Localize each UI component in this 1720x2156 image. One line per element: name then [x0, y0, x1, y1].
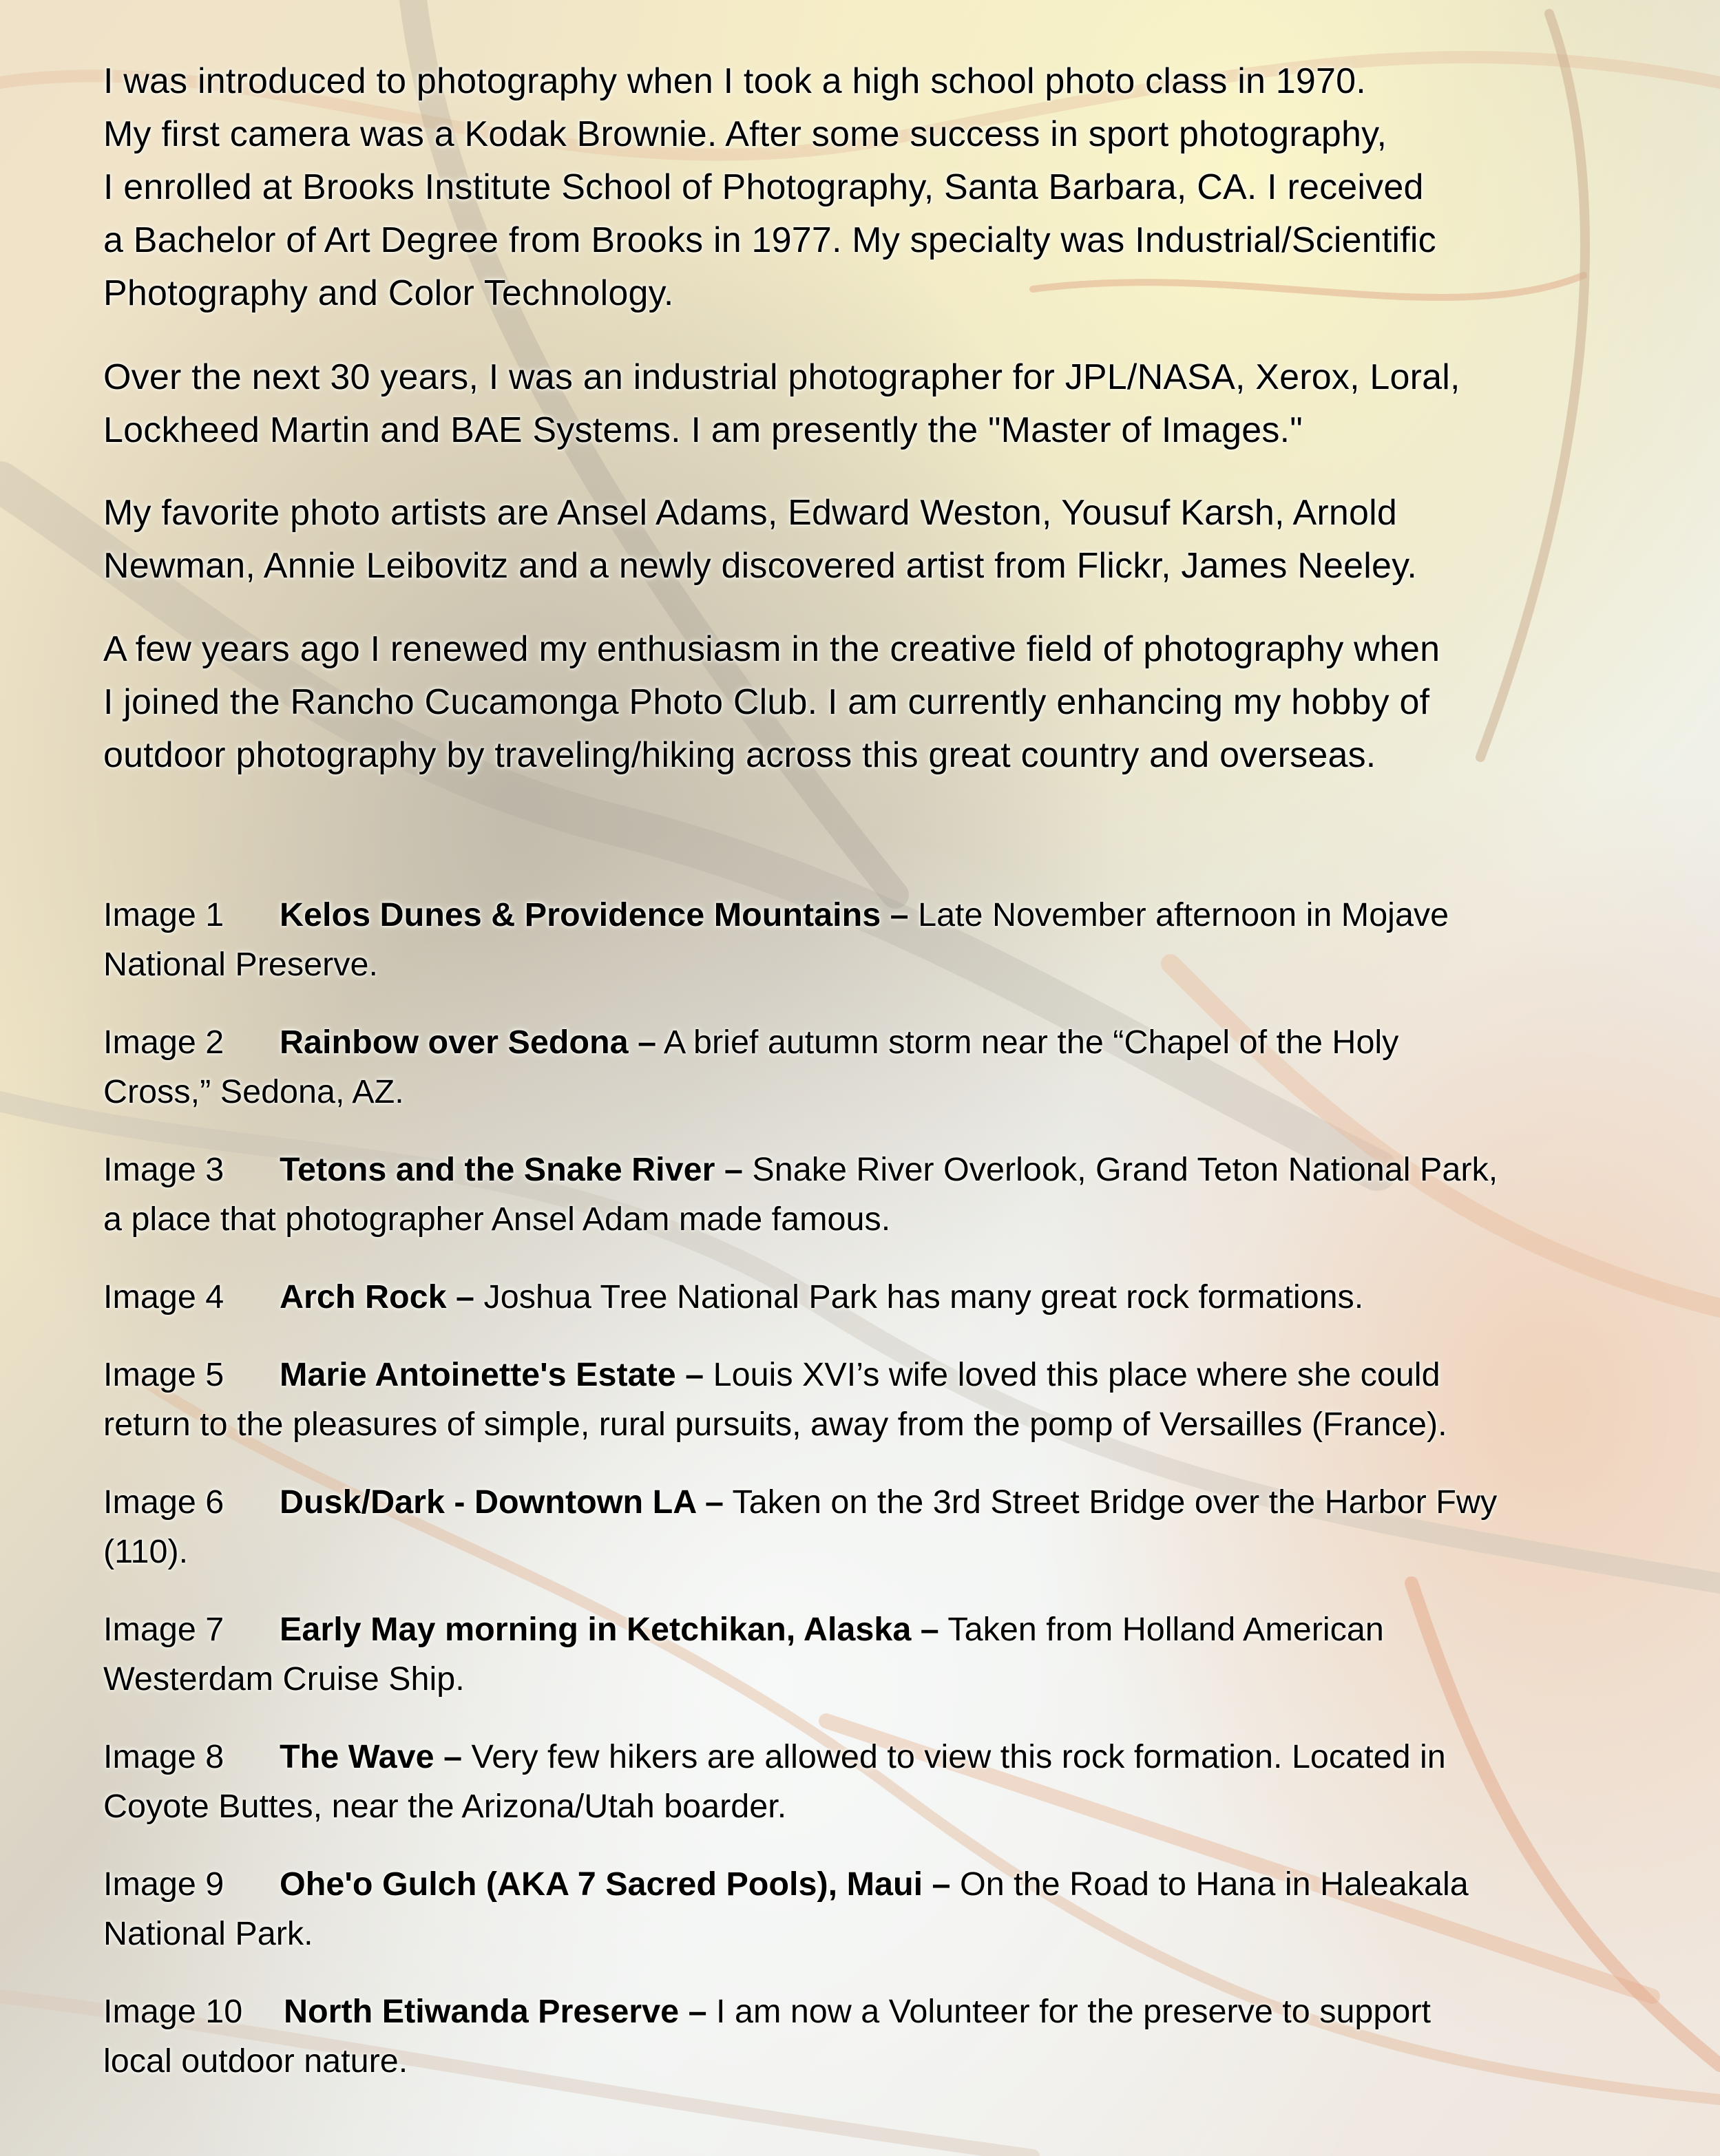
caption-item: [103, 1987, 1687, 2086]
caption-text: Joshua Tree National Park has many great rock formations.: [474, 1278, 1364, 1315]
caption-number: Image 7: [103, 1611, 224, 1648]
caption-text: Late November afternoon in Mojave National Preserve.: [103, 896, 1449, 983]
caption-item: [103, 1145, 1687, 1244]
caption-title: Ohe'o Gulch (AKA 7 Sacred Pools), Maui –: [280, 1866, 951, 1903]
caption-text: Very few hikers are allowed to view this rock formation. Located in Coyote Buttes, near the Arizona/Utah boarder.: [103, 1738, 1446, 1825]
caption-item: [103, 890, 1687, 989]
caption-text: Taken from Holland American Westerdam Cruise Ship.: [103, 1611, 1384, 1698]
caption-item: [103, 1859, 1687, 1958]
caption-item: [103, 1605, 1687, 1704]
caption-text: On the Road to Hana in Haleakala National Park.: [103, 1866, 1469, 1952]
image-captions-list: [103, 890, 1687, 2114]
caption-number: Image 4: [103, 1278, 224, 1315]
caption-item: [103, 1732, 1687, 1831]
caption-title: North Etiwanda Preserve –: [284, 1993, 707, 2030]
caption-title: The Wave –: [280, 1738, 463, 1775]
caption-item: [103, 1477, 1687, 1576]
caption-text: Taken on the 3rd Street Bridge over the Harbor Fwy (110).: [103, 1483, 1498, 1570]
caption-title: Rainbow over Sedona –: [280, 1024, 657, 1061]
caption-item: [103, 1272, 1687, 1322]
caption-title: Marie Antoinette's Estate –: [280, 1356, 704, 1393]
bio-paragraph: I was introduced to photography when I took a high school photo class in 1970. My first camera was a Kodak Brownie. After some success in sport photography, I enrolled at Brooks Institute School of Photography, Santa Barbara, CA. I received a Bachelor of Art Degree from Brooks in 1977. My specialty was Industrial/Scientific Photography and Color Technology.: [103, 61, 1436, 313]
caption-number: Image 10: [103, 1993, 243, 2030]
caption-number: Image 2: [103, 1024, 224, 1061]
caption-text: A brief autumn storm near the “Chapel of the Holy Cross,” Sedona, AZ.: [103, 1024, 1399, 1110]
caption-text: Louis XVI’s wife loved this place where she could return to the pleasures of simple, rural pursuits, away from the pomp of Versailles (France).: [103, 1356, 1447, 1443]
caption-title: Kelos Dunes & Providence Mountains –: [280, 896, 909, 933]
bio-paragraph: A few years ago I renewed my enthusiasm in the creative field of photography when I joined the Rancho Cucamonga Photo Club. I am currently enhancing my hobby of outdoor photography by traveling/hiking across this great country and overseas.: [103, 629, 1440, 775]
caption-title: Tetons and the Snake River –: [280, 1151, 743, 1188]
caption-number: Image 5: [103, 1356, 224, 1393]
bio-paragraph: My favorite photo artists are Ansel Adams, Edward Weston, Yousuf Karsh, Arnold Newman, Annie Leibovitz and a newly discovered artist from Flickr, James Neeley.: [103, 493, 1418, 586]
caption-text: Snake River Overlook, Grand Teton National Park, a place that photographer Ansel Adam made famous.: [103, 1151, 1498, 1238]
caption-title: Dusk/Dark - Downtown LA –: [280, 1483, 724, 1521]
caption-title: Arch Rock –: [280, 1278, 475, 1315]
caption-number: Image 1: [103, 896, 224, 933]
caption-item: [103, 1017, 1687, 1117]
caption-text: I am now a Volunteer for the preserve to support local outdoor nature.: [103, 1993, 1431, 2080]
caption-number: Image 3: [103, 1151, 224, 1188]
caption-number: Image 6: [103, 1483, 224, 1521]
caption-title: Early May morning in Ketchikan, Alaska –: [280, 1611, 939, 1648]
caption-item: [103, 1350, 1687, 1449]
caption-number: Image 9: [103, 1866, 224, 1903]
bio-paragraph: Over the next 30 years, I was an industrial photographer for JPL/NASA, Xerox, Loral, Lockheed Martin and BAE Systems. I am presently the "Master of Images.": [103, 357, 1460, 450]
caption-number: Image 8: [103, 1738, 224, 1775]
